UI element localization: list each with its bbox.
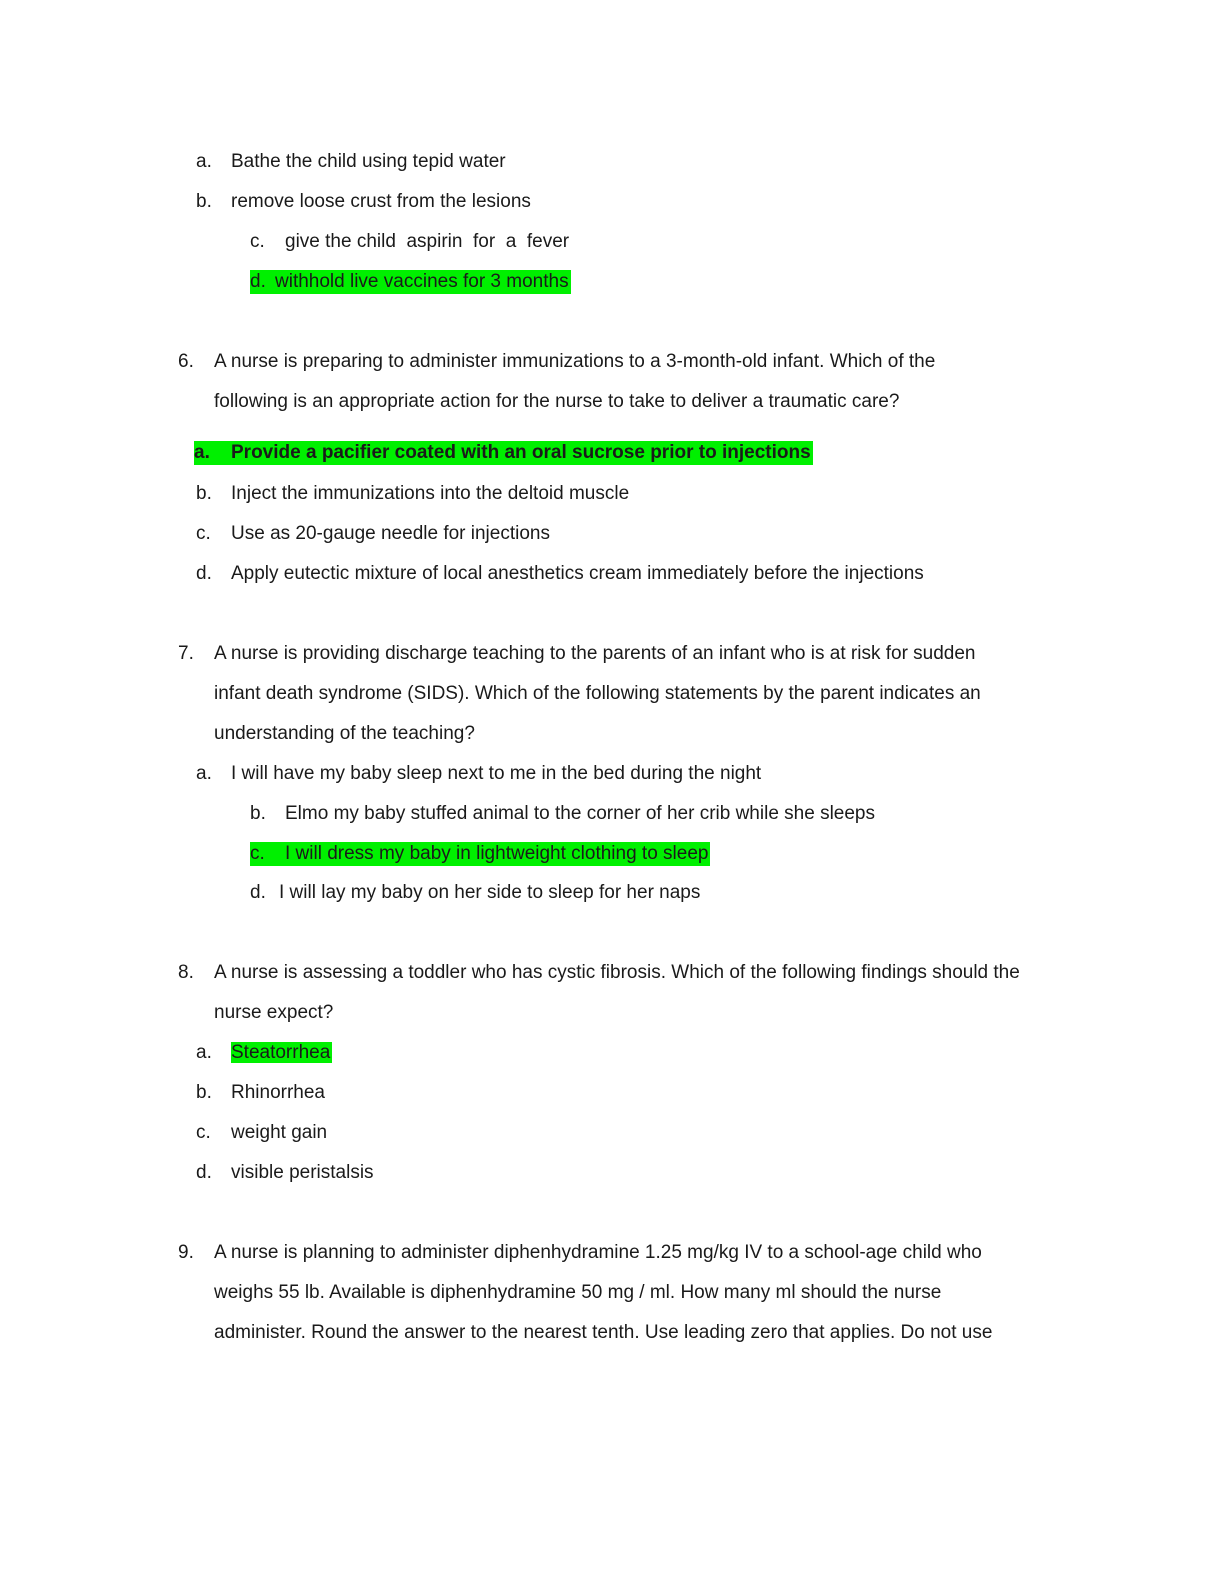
option-text: I will dress my baby in lightweight clothing to sleep [285, 843, 709, 864]
q8-stem-line1 [178, 961, 1020, 985]
option-text: give the child aspirin for a fever [285, 231, 570, 252]
option-text: withhold live vaccines for 3 months [275, 271, 569, 292]
q6-stem-line2: following is an appropriate action for the nurse to take to deliver a traumatic care? [214, 391, 900, 412]
q8-option-d [196, 1161, 374, 1185]
q6-option-b [196, 482, 629, 506]
q7-stem-line2: infant death syndrome (SIDS). Which of the following statements by the parent indicates an [214, 683, 981, 704]
option-marker: a. [196, 763, 212, 784]
q7-option-c-correct [250, 842, 710, 866]
question-stem: A nurse is planning to administer diphenhydramine 1.25 mg/kg IV to a school-age child who [214, 1242, 982, 1263]
question-stem: A nurse is preparing to administer immunizations to a 3-month-old infant. Which of the [214, 351, 936, 372]
q7-stem-line1 [178, 642, 976, 666]
option-marker: b. [196, 1082, 212, 1103]
option-marker: b. [250, 803, 266, 824]
q5-option-d-correct [250, 270, 571, 294]
q5-option-a [196, 150, 506, 174]
option-text: visible peristalsis [231, 1162, 374, 1183]
option-marker: c. [250, 231, 265, 252]
option-text: Use as 20-gauge needle for injections [231, 523, 550, 544]
option-marker: c. [196, 1122, 211, 1143]
q5-option-b [196, 190, 531, 214]
q6-option-c [196, 522, 550, 546]
option-text-correct: Steatorrhea [231, 1042, 331, 1063]
option-text: I will have my baby sleep next to me in the bed during the night [231, 763, 762, 784]
question-stem: A nurse is assessing a toddler who has cystic fibrosis. Which of the following findings should the [214, 962, 1020, 983]
option-marker: d. [196, 563, 212, 584]
q5-option-c [250, 230, 569, 254]
option-marker: a. [194, 442, 210, 463]
q9-stem-line2: weighs 55 lb. Available is diphenhydramine 50 mg / ml. How many ml should the nurse [214, 1282, 942, 1303]
question-stem: A nurse is providing discharge teaching to the parents of an infant who is at risk for sudden [214, 643, 976, 664]
option-text: remove loose crust from the lesions [231, 191, 531, 212]
option-marker: d. [196, 1162, 212, 1183]
q6-stem-line1 [178, 350, 935, 374]
option-text: weight gain [231, 1122, 328, 1143]
option-marker: c. [250, 843, 265, 864]
option-marker: a. [196, 151, 212, 172]
option-marker: a. [196, 1042, 212, 1063]
q8-option-c [196, 1121, 327, 1145]
option-marker: d. [250, 271, 266, 292]
q8-option-a [196, 1041, 332, 1065]
option-text: Bathe the child using tepid water [231, 151, 506, 172]
option-marker: d. [250, 882, 266, 903]
question-number: 6. [178, 351, 194, 372]
option-text: Provide a pacifier coated with an oral sucrose prior to injections [231, 442, 811, 463]
question-number: 8. [178, 962, 194, 983]
q9-stem-line1 [178, 1241, 982, 1265]
q8-stem-line2: nurse expect? [214, 1002, 334, 1023]
option-text: I will lay my baby on her side to sleep for her naps [279, 882, 701, 903]
q6-option-a-correct [194, 441, 813, 465]
q7-stem-line3: understanding of the teaching? [214, 723, 475, 744]
q7-option-a [196, 762, 761, 786]
option-marker: c. [196, 523, 211, 544]
option-marker: b. [196, 483, 212, 504]
option-text: Elmo my baby stuffed animal to the corner of her crib while she sleeps [285, 803, 875, 824]
q9-stem-line3: administer. Round the answer to the nearest tenth. Use leading zero that applies. Do not use [214, 1322, 993, 1343]
option-text: Rhinorrhea [231, 1082, 325, 1103]
q7-option-b [250, 802, 875, 826]
question-number: 9. [178, 1242, 194, 1263]
q6-option-d [196, 562, 924, 586]
option-marker: b. [196, 191, 212, 212]
question-number: 7. [178, 643, 194, 664]
q7-option-d [250, 881, 700, 905]
q8-option-b [196, 1081, 325, 1105]
option-text: Apply eutectic mixture of local anesthetics cream immediately before the injections [231, 563, 924, 584]
option-text: Inject the immunizations into the deltoid muscle [231, 483, 630, 504]
